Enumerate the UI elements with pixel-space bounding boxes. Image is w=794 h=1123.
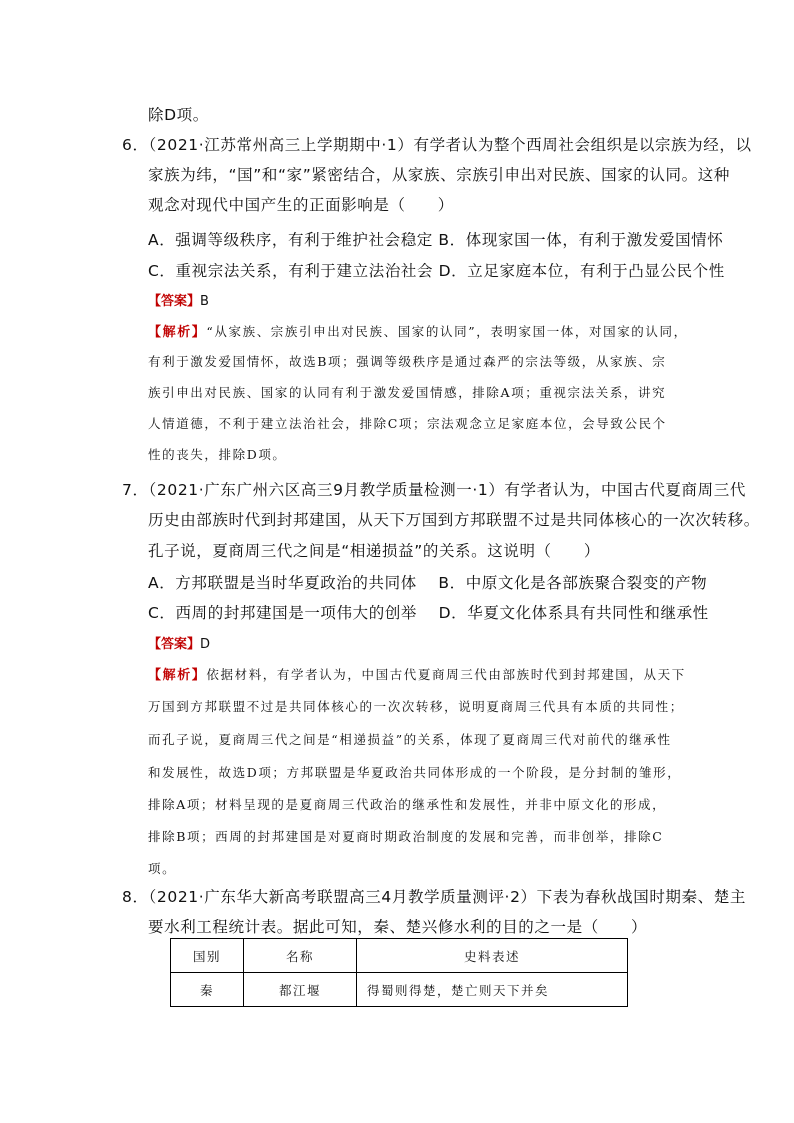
q7-analysis-line-2: 万国到方邦联盟不过是共同体核心的一次次转移，说明夏商周三代具有本质的共同性； [148, 699, 684, 714]
table-cell: 得蜀则得楚，楚亡则天下并矣 [357, 973, 628, 1007]
table-row [171, 973, 628, 1007]
q7-analysis-line-7: 项。 [148, 861, 177, 876]
table-cell: 秦 [171, 973, 244, 1007]
analysis-tag: 【解析】 [148, 668, 207, 683]
q7-analysis-line-4: 和发展性，故选D项；方邦联盟是华夏政治共同体形成的一个阶段，是分封制的雏形， [148, 765, 682, 780]
answer-value: B [200, 294, 209, 309]
q6-answer [148, 290, 209, 309]
q8-table [170, 938, 628, 1007]
q7-options-ab: A．方邦联盟是当时华夏政治的共同体 B．中原文化是各部族聚合裂变的产物 [148, 574, 708, 592]
q6-analysis-line-3: 族引申出对民族、国家的认同有利于激发爱国情感，排除A项；重视宗法关系，讲究 [148, 385, 667, 400]
q6-stem-line-2: 家族为纬，“国”和“家”紧密结合，从家族、宗族引申出对民族、国家的认同。这种 [148, 166, 730, 184]
q6-options-ab: A．强调等级秩序，有利于维护社会稳定 B．体现家国一体，有利于激发爱国情怀 [148, 231, 724, 249]
q6-analysis-line-4: 人情道德，不利于建立法治社会，排除C项；宗法观念立足家庭本位，会导致公民个 [148, 416, 667, 431]
table-header-cell: 名称 [244, 939, 357, 973]
q7-stem-line-1: 7．（2021·广东广州六区高三9月教学质量检测一·1）有学者认为，中国古代夏商周三代 [122, 481, 746, 499]
q6-stem-line-1: 6．（2021·江苏常州高三上学期期中·1）有学者认为整个西周社会组织是以宗族为经，以 [122, 136, 752, 154]
q8-stem-line-2: 要水利工程统计表。据此可知，秦、楚兴修水利的目的之一是（ ） [148, 918, 648, 936]
analysis-tag: 【解析】 [148, 325, 207, 340]
q7-stem-line-3: 孔子说，夏商周三代之间是“相递损益”的关系。这说明（ ） [148, 542, 600, 560]
previous-answer-tail: 除D项。 [148, 106, 209, 124]
q6-options-cd: C．重视宗法关系，有利于建立法治社会 D．立足家庭本位，有利于凸显公民个性 [148, 262, 725, 280]
table-header-cell: 国别 [171, 939, 244, 973]
q7-analysis-line-5: 排除A项；材料呈现的是夏商周三代政治的继承性和发展性，并非中原文化的形成， [148, 797, 667, 812]
q6-analysis-line-2: 有利于激发爱国情怀，故选B项；强调等级秩序是通过森严的宗法等级，从家族、宗 [148, 354, 667, 369]
table-header-cell: 史料表述 [357, 939, 628, 973]
q6-analysis-line-5: 性的丧失，排除D项。 [148, 447, 287, 462]
q8-stem-line-1: 8．（2021·广东华大新高考联盟高三4月教学质量测评·2）下表为春秋战国时期秦、楚主 [122, 888, 746, 906]
q7-options-cd: C．西周的封邦建国是一项伟大的创举 D．华夏文化体系具有共同性和继承性 [148, 604, 709, 622]
answer-tag: 【答案】 [148, 637, 201, 652]
q7-stem-line-2: 历史由部族时代到封邦建国，从天下万国到方邦联盟不过是共同体核心的一次次转移。 [148, 511, 760, 529]
q6-stem-line-3: 观念对现代中国产生的正面影响是（ ） [148, 196, 454, 214]
table-cell: 都江堰 [244, 973, 357, 1007]
answer-tag: 【答案】 [148, 294, 201, 309]
q7-analysis-line-3: 而孔子说，夏商周三代之间是“相递损益”的关系，体现了夏商周三代对前代的继承性 [148, 732, 672, 747]
q7-answer [148, 633, 210, 652]
q6-analysis-line-1: 【解析】“从家族、宗族引申出对民族、国家的认同”，表明家国一体，对国家的认同， [148, 324, 688, 340]
q7-analysis-line-1: 【解析】依据材料，有学者认为，中国古代夏商周三代由部族时代到封邦建国，从天下 [148, 667, 686, 683]
answer-value: D [200, 637, 211, 652]
table-header-row [171, 939, 628, 973]
q7-analysis-line-6: 排除B项；西周的封邦建国是对夏商时期政治制度的发展和完善，而非创举，排除C [148, 829, 664, 844]
